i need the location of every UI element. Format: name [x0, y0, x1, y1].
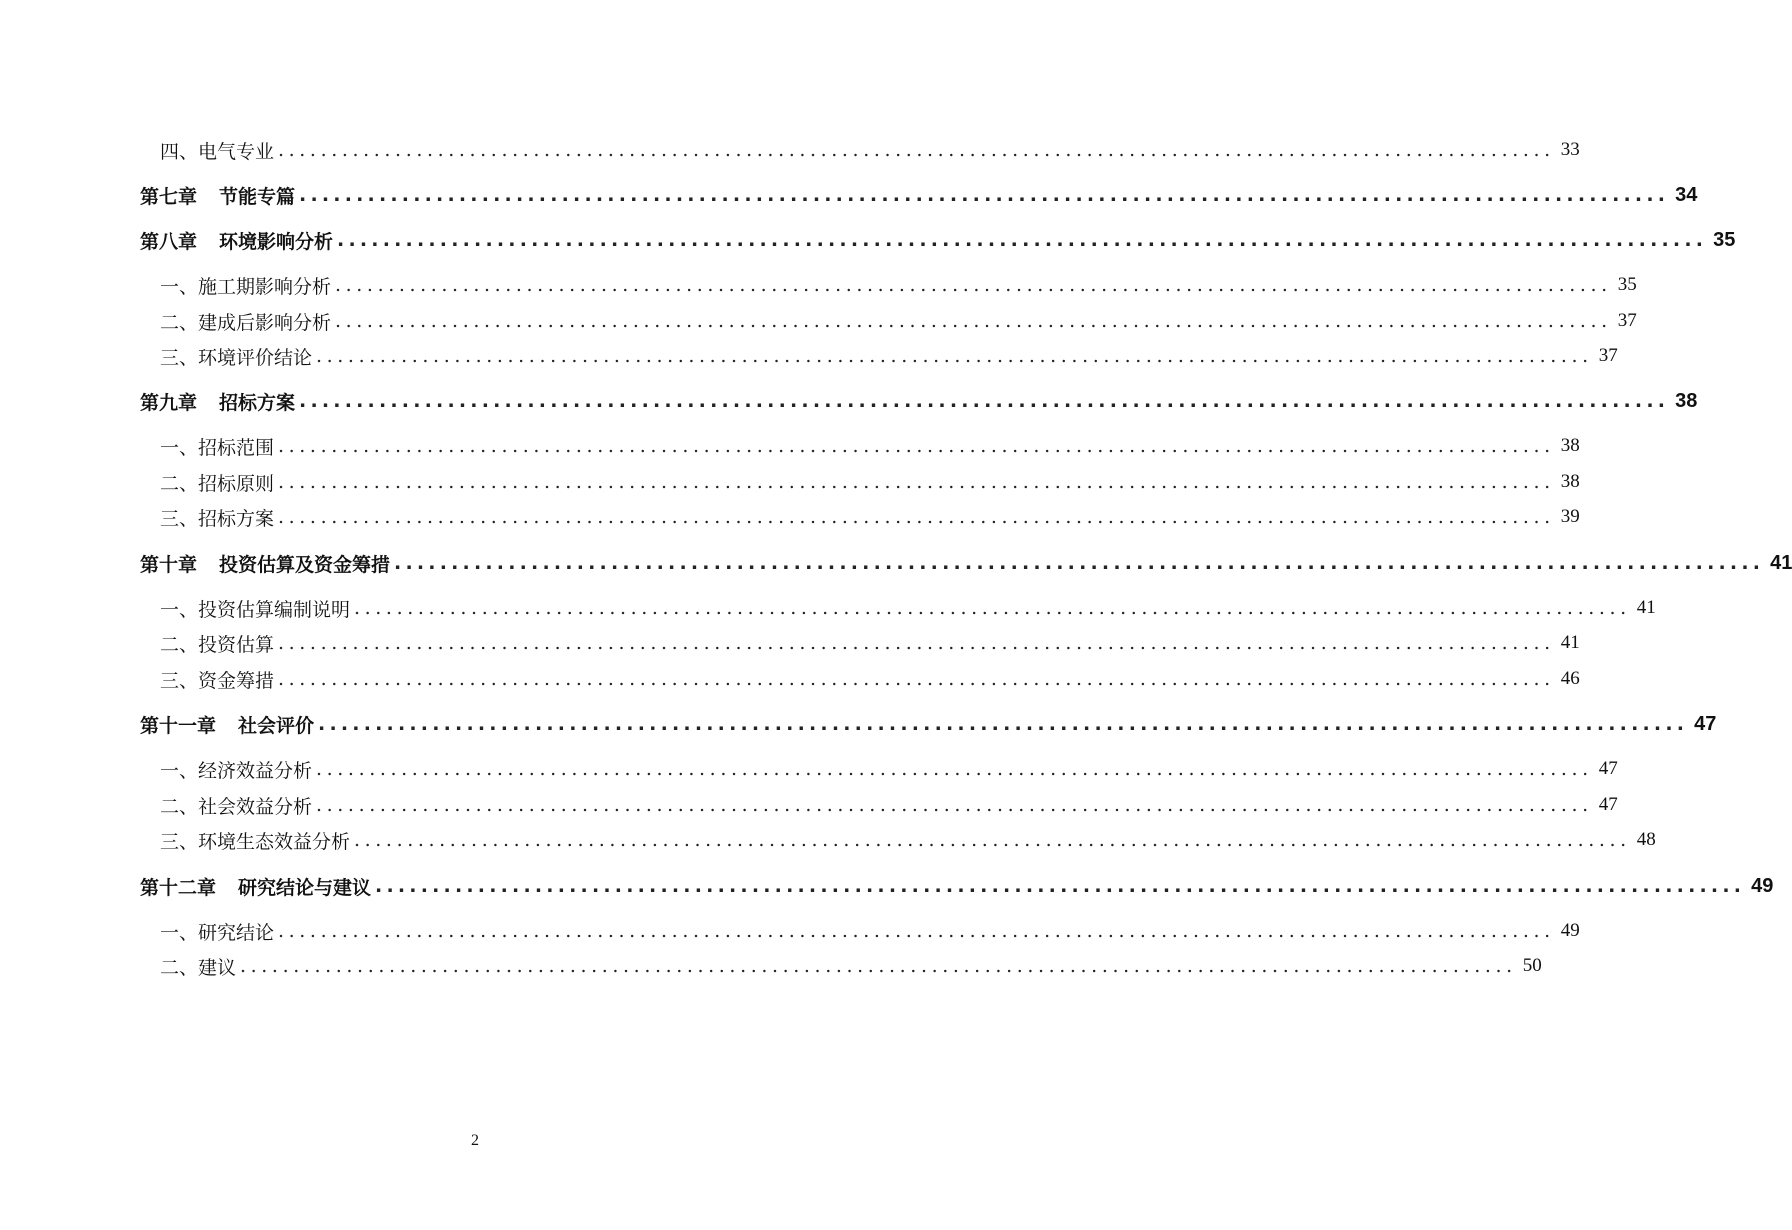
dot-leader: ........................................................................................................................ — [278, 139, 1555, 161]
toc-entry-page: 49 — [1751, 874, 1774, 897]
toc-entry-title: 二、建成后影响分析 — [160, 311, 332, 334]
toc-entry-title: 四、电气专业 — [160, 140, 275, 163]
toc-entry-title: 一、投资估算编制说明 — [160, 598, 351, 621]
toc-entry[interactable] — [0, 465, 1580, 499]
toc-entry-title: 三、招标方案 — [160, 507, 275, 530]
toc-entry-page: 35 — [1617, 274, 1637, 295]
chapter-number: 第十一章 — [140, 714, 217, 737]
dot-leader: ........................................................................................................................ — [335, 274, 1612, 296]
toc-entry[interactable] — [0, 500, 1580, 534]
toc-entry[interactable] — [0, 914, 1580, 948]
toc-entry-page: 37 — [1617, 310, 1637, 331]
dot-leader: ........................................................................................................................ — [278, 920, 1555, 942]
dot-leader: ........................................................................................................................ — [335, 310, 1612, 332]
dot-leader: ........................................................................................................................ — [375, 875, 1746, 897]
toc-entry[interactable] — [0, 268, 1637, 302]
dot-leader: ........................................................................................................................ — [318, 713, 1689, 735]
toc-entry[interactable] — [0, 304, 1637, 338]
toc-entry-page: 49 — [1560, 920, 1580, 941]
toc-entry[interactable] — [0, 823, 1656, 857]
toc-chapter-entry[interactable] — [0, 178, 1698, 212]
dot-leader: ........................................................................................................................ — [354, 597, 1631, 619]
dot-leader: ........................................................................................................................ — [316, 794, 1593, 816]
toc-entry-page: 41 — [1636, 597, 1656, 618]
toc-chapter-title — [140, 711, 314, 738]
toc-chapter-entry[interactable] — [0, 546, 1792, 580]
toc-entry-page: 50 — [1522, 955, 1542, 976]
toc-entry-title: 一、招标范围 — [160, 436, 275, 459]
dot-leader: ........................................................................................................................ — [337, 229, 1708, 251]
toc-chapter-entry[interactable] — [0, 223, 1736, 257]
toc-entry-page: 38 — [1675, 389, 1698, 412]
toc-entry-title: 一、经济效益分析 — [160, 759, 313, 782]
chapter-label: 环境影响分析 — [219, 230, 334, 253]
dot-leader: ........................................................................................................................ — [299, 390, 1670, 412]
toc-entry[interactable] — [0, 626, 1580, 660]
toc-entry[interactable] — [0, 339, 1618, 373]
toc-entry-title: 三、环境生态效益分析 — [160, 830, 351, 853]
dot-leader: ........................................................................................................................ — [240, 955, 1517, 977]
dot-leader: ........................................................................................................................ — [316, 345, 1593, 367]
chapter-number: 第八章 — [140, 230, 198, 253]
toc-entry-page: 34 — [1675, 183, 1698, 206]
toc-entry[interactable] — [0, 429, 1580, 463]
page-number: 2 — [471, 1132, 479, 1149]
toc-chapter-title — [140, 388, 295, 415]
toc-chapter-title — [140, 227, 333, 254]
toc-entry-page: 35 — [1713, 228, 1736, 251]
toc-entry[interactable] — [0, 591, 1656, 625]
toc-entry-page: 47 — [1694, 712, 1717, 735]
dot-leader: ........................................................................................................................ — [278, 632, 1555, 654]
toc-entry[interactable] — [0, 788, 1618, 822]
dot-leader: ........................................................................................................................ — [278, 435, 1555, 457]
toc-entry-page: 41 — [1560, 632, 1580, 653]
toc-chapter-entry[interactable] — [0, 707, 1717, 741]
chapter-number: 第十二章 — [140, 876, 217, 899]
toc-entry-page: 39 — [1560, 506, 1580, 527]
toc-chapter-title — [140, 550, 390, 577]
toc-chapter-title — [140, 873, 371, 900]
chapter-label: 节能专篇 — [219, 185, 296, 208]
toc-entry-title: 二、招标原则 — [160, 472, 275, 495]
toc-entry-title: 二、社会效益分析 — [160, 795, 313, 818]
dot-leader: ........................................................................................................................ — [278, 471, 1555, 493]
toc-entry[interactable] — [0, 949, 1542, 983]
chapter-number: 第九章 — [140, 391, 198, 414]
chapter-label: 招标方案 — [219, 391, 296, 414]
toc-entry-page: 41 — [1770, 551, 1792, 574]
toc-entry-title: 三、环境评价结论 — [160, 346, 313, 369]
toc-entry-title: 一、施工期影响分析 — [160, 275, 332, 298]
toc-chapter-title — [140, 182, 295, 209]
toc-entry-page: 47 — [1598, 794, 1618, 815]
chapter-number: 第七章 — [140, 185, 198, 208]
chapter-label: 研究结论与建议 — [238, 876, 372, 899]
toc-chapter-entry[interactable] — [0, 384, 1698, 418]
dot-leader: ........................................................................................................................ — [354, 829, 1631, 851]
toc-entry-page: 37 — [1598, 345, 1618, 366]
chapter-label: 投资估算及资金筹措 — [219, 553, 391, 576]
dot-leader: ........................................................................................................................ — [316, 758, 1593, 780]
toc-entry-title: 三、资金筹措 — [160, 669, 275, 692]
dot-leader: ........................................................................................................................ — [394, 552, 1765, 574]
dot-leader: ........................................................................................................................ — [278, 506, 1555, 528]
toc-entry-title: 二、投资估算 — [160, 633, 275, 656]
toc-entry-page: 38 — [1560, 435, 1580, 456]
dot-leader: ........................................................................................................................ — [278, 668, 1555, 690]
toc-entry-title: 一、研究结论 — [160, 921, 275, 944]
toc-chapter-entry[interactable] — [0, 869, 1774, 903]
chapter-label: 社会评价 — [238, 714, 315, 737]
toc-entry-page: 46 — [1560, 668, 1580, 689]
toc-entry-title: 二、建议 — [160, 956, 237, 979]
toc-entry[interactable] — [0, 752, 1618, 786]
toc-entry-page: 33 — [1560, 139, 1580, 160]
dot-leader: ........................................................................................................................ — [299, 184, 1670, 206]
toc-entry[interactable] — [0, 662, 1580, 696]
toc-entry-page: 48 — [1636, 829, 1656, 850]
toc-entry[interactable] — [0, 133, 1580, 167]
toc-entry-page: 47 — [1598, 758, 1618, 779]
toc-entry-page: 38 — [1560, 471, 1580, 492]
chapter-number: 第十章 — [140, 553, 198, 576]
